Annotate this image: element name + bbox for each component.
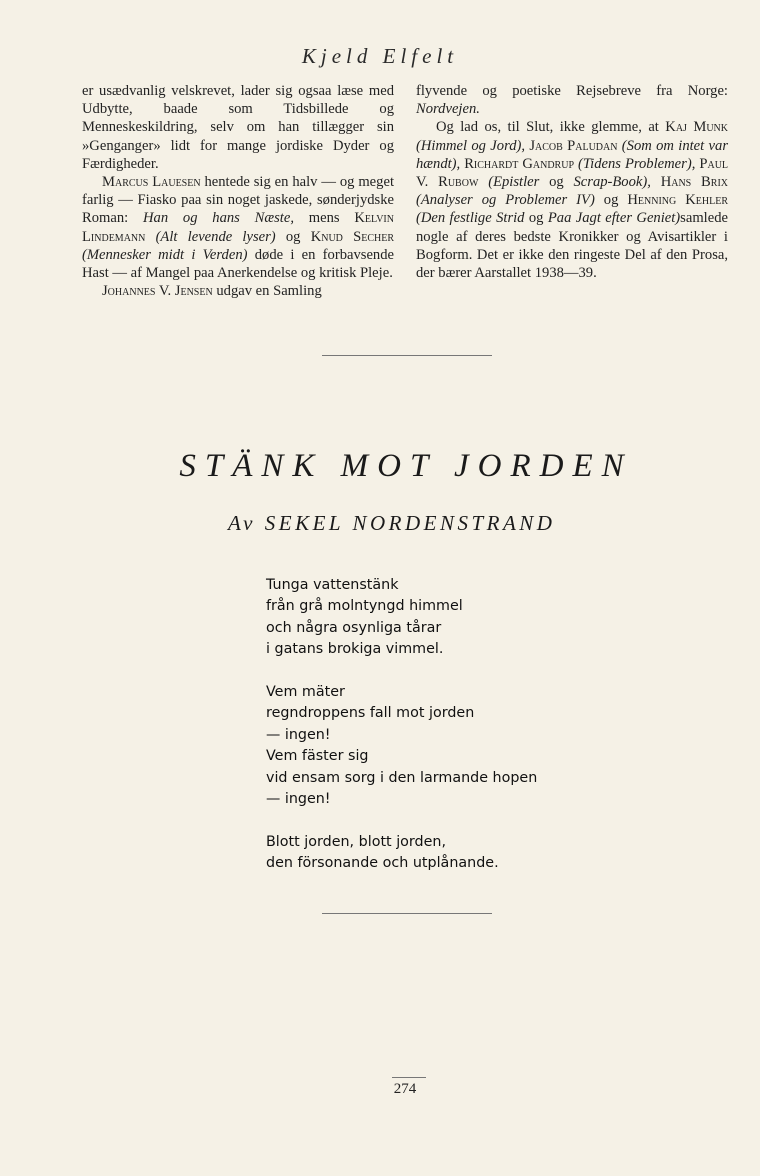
stanza-3 [266,832,646,875]
poem-line: den försonande och utplånande. [266,855,499,872]
page-number: 274 [393,1081,417,1097]
text: mens [293,210,355,227]
author-name: Kaj Munk [665,119,728,136]
book-title: Han og hans Næste, [143,210,294,227]
book-title: (Tidens Problemer), [574,155,696,172]
book-title: (Alt levende lyser) [145,228,276,245]
poem-line: regndroppens fall mot jorden [266,705,475,722]
poem-line: Tunga vattenstänk [266,577,399,593]
author-name: Marcus Lauesen [102,174,201,191]
right-paragraph-1 [416,82,728,118]
poem-body [266,575,646,896]
stanza-2 [266,682,646,810]
text: hentede sig en halv — og meget farlig — Fiasko paa sin noget jaskede, sønderjydske Roman: [82,174,394,227]
text: og [539,174,574,191]
book-title: Nordvejen. [416,101,480,118]
poem-line: — ingen! [266,726,331,743]
author-name: Henning Kehler [627,192,728,209]
author-name: Knud Secher [310,228,394,245]
poem-line: och några osynliga tårar [266,619,442,636]
author-name: Jacob Paludan [529,137,618,154]
text: er usædvanlig velskrevet, lader sig ogsaa læse med Udbytte, baade som Tidsbillede og Menneskeskildring, selv om han tillægger sin »Genganger» lidt for mange jordiske Dyder og Færdigheder. [82,83,394,172]
poem-line: — ingen! [266,791,331,808]
left-paragraph-1 [82,82,394,173]
poem-author: SEKEL NORDENSTRAND [264,511,556,535]
stanza-1 [266,575,646,661]
poem-author-line [228,511,555,536]
book-title: (Himmel og Jord), [416,137,526,154]
text: flyvende og poetiske Rejsebreve fra Norge: [416,83,728,99]
right-paragraph-2 [416,118,728,282]
text: og [594,192,628,209]
poem-line: i gatans brokiga vimmel. [266,641,444,658]
book-title: Paa Jagt efter Geniet) [547,210,681,227]
text: Og lad os, til Slut, ikke glemme, at [436,119,666,136]
text: udgav en Samling [212,283,322,300]
page-number-rule [392,1077,426,1078]
author-name: Richardt Gandrup [464,155,575,172]
section-divider-top [322,355,492,356]
author-name: Johannes V. Jensen [102,283,213,300]
text: samlede nogle af deres bedste Kronikker og Avisartikler i Bogform. Det er ikke den ringeste Del af den Prosa, der bærer Aarstallet 1938—39. [416,210,728,282]
left-paragraph-2 [82,173,394,282]
text: og [524,210,548,227]
left-paragraph-3 [82,282,394,300]
author-name: Hans Brix [660,174,729,191]
running-head: Kjeld Elfelt [301,44,459,68]
poem-line: från grå molntyngd himmel [266,598,463,615]
right-column [416,82,728,282]
poem-line: vid ensam sorg i den larmande hopen [266,769,538,786]
poem-title: STÄNK MOT JORDEN [179,448,633,484]
text [651,174,661,190]
book-title: (Analyser og Problemer IV) [416,192,595,209]
poem-line: Vem mäter [266,684,345,701]
author-prefix: Av [228,511,256,535]
section-divider-bottom [322,913,492,914]
left-column [82,82,394,300]
book-title: (Mennesker midt i Verden) [82,246,248,263]
text: og [275,228,311,245]
book-title: (Som om intet var hændt), [416,137,728,172]
text: døde i en forbavsende Hast — af Mangel paa Anerkendelse og kritisk Pleje. [82,246,395,282]
author-name: Paul V. Rubow [416,155,729,191]
poem-line: Blott jorden, blott jorden, [266,833,447,850]
book-title: (Den festlige Strid [416,210,525,227]
author-name: Kelvin Lindemann [82,210,394,245]
book-title: (Epistler [478,174,540,191]
book-title: Scrap-Book), [573,174,651,191]
poem-line: Vem fäster sig [266,748,369,765]
